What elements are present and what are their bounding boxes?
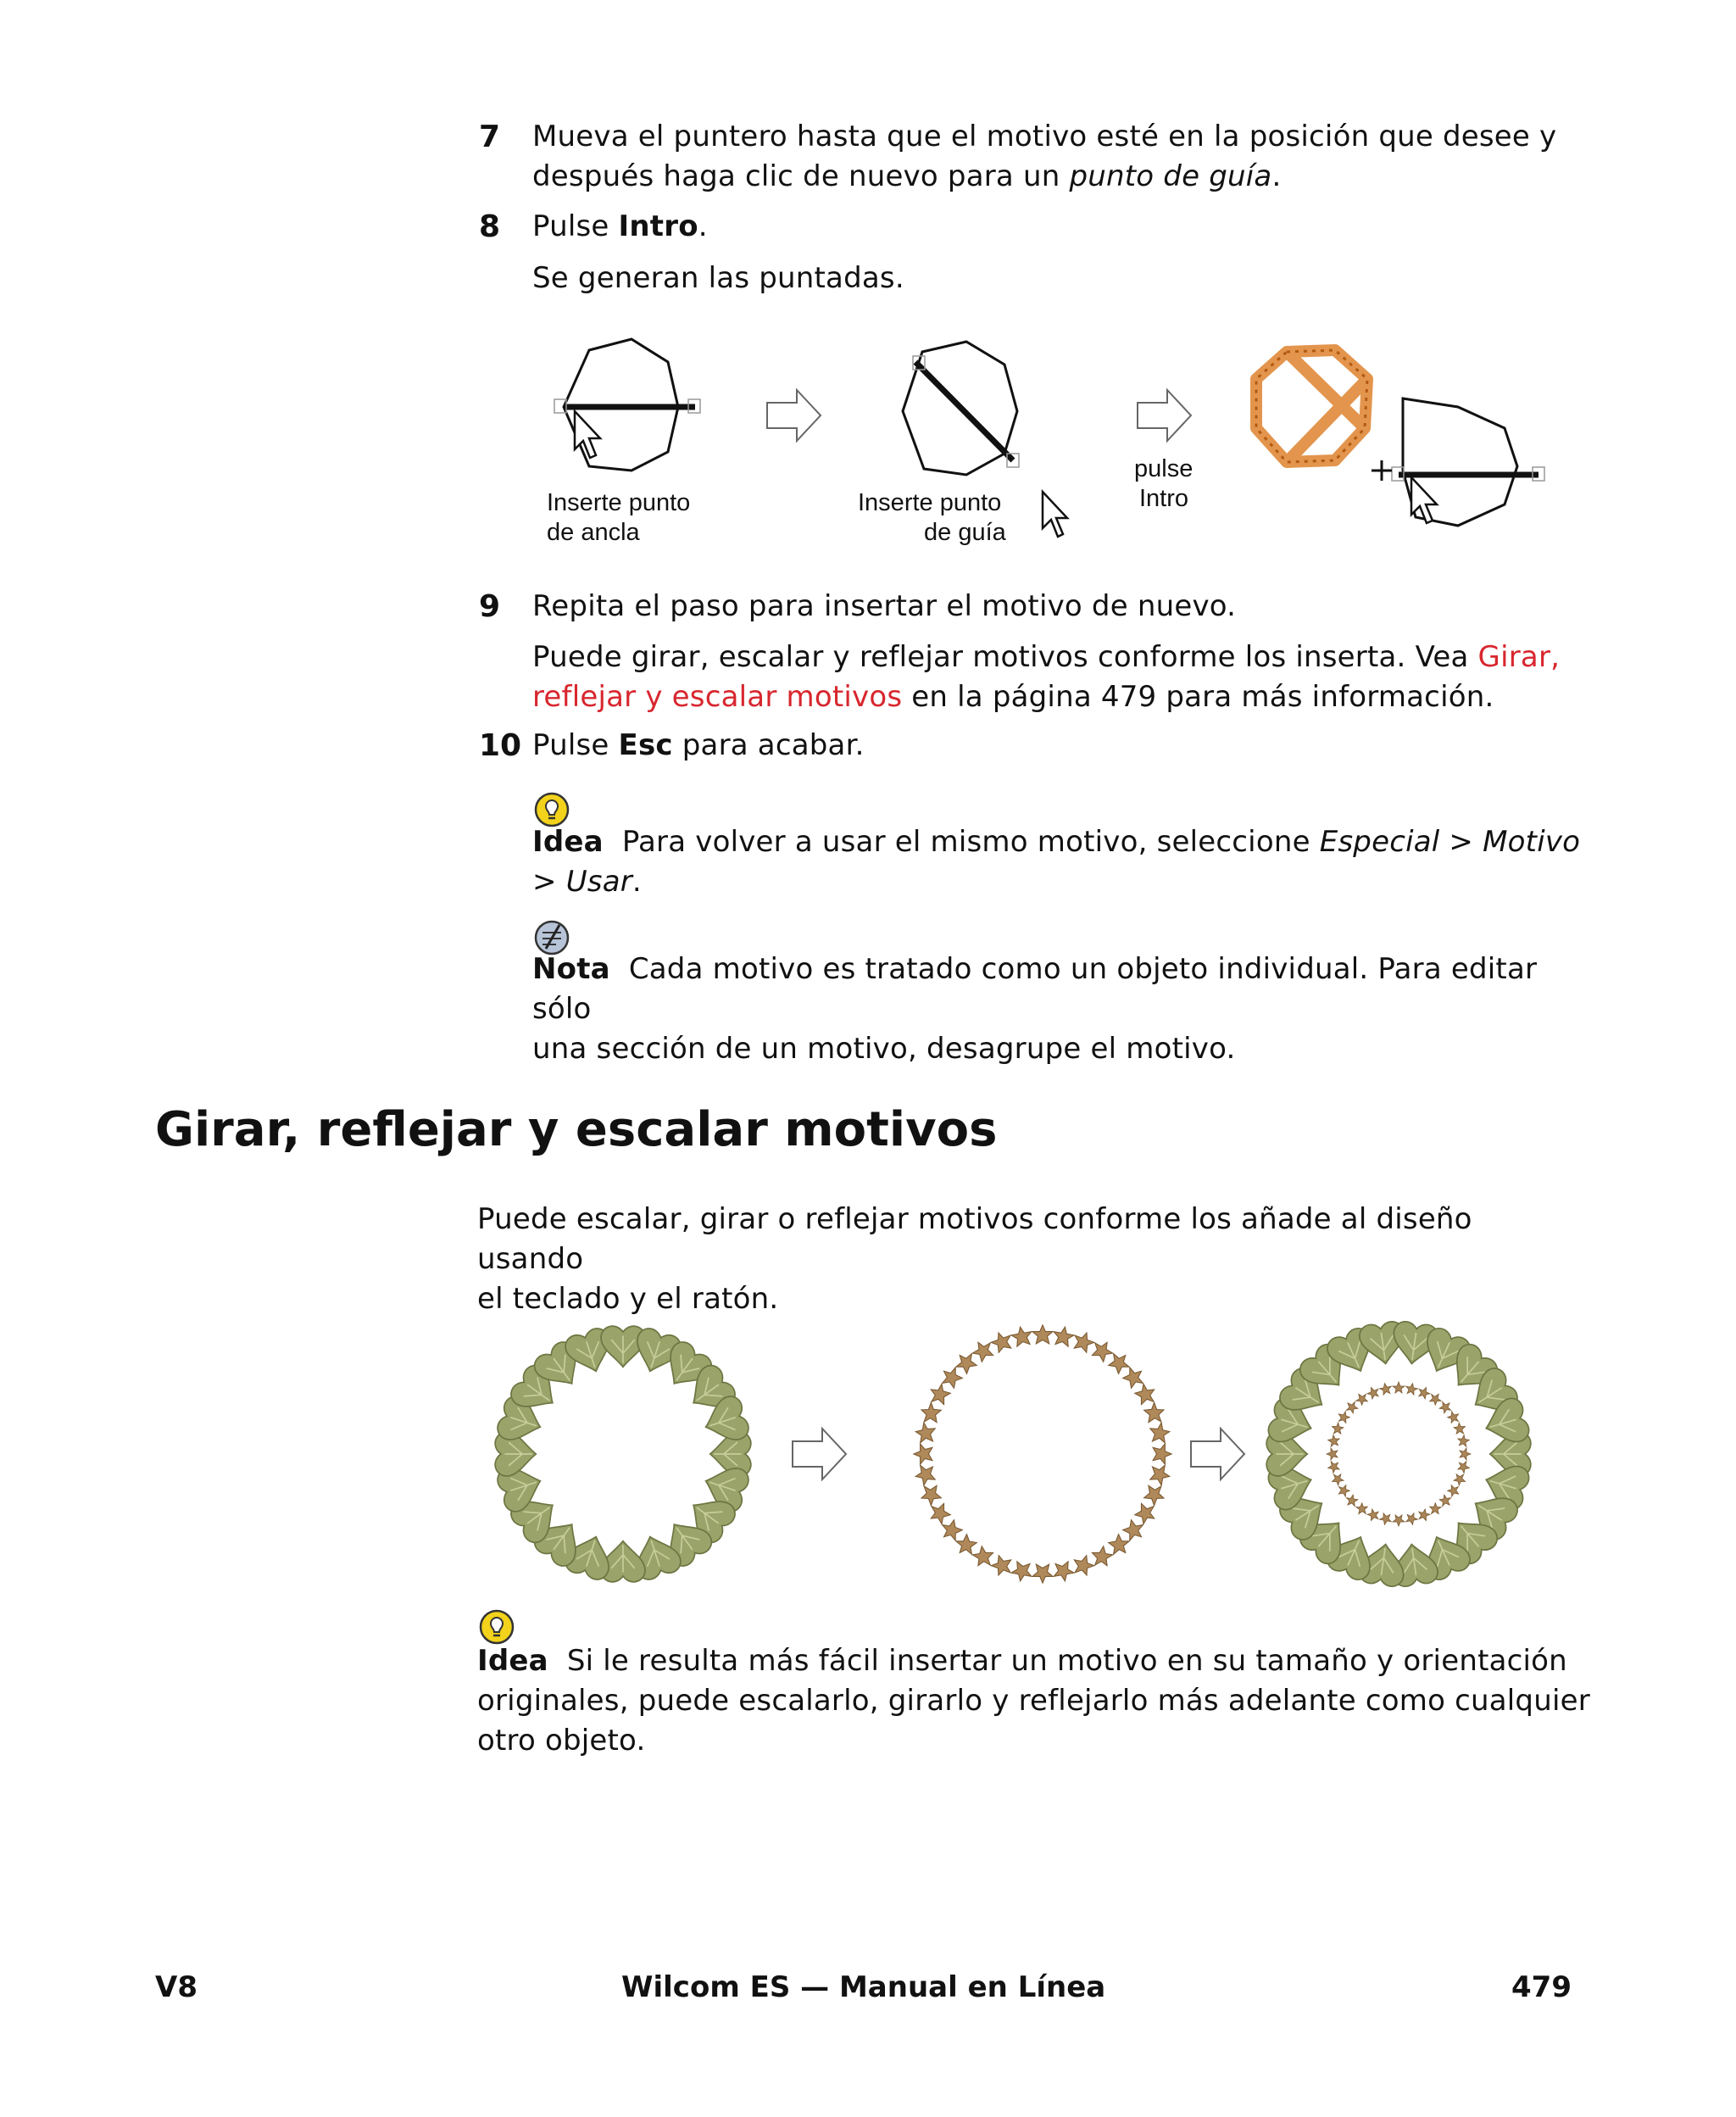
section-intro-a: Puede escalar, girar o reflejar motivos conforme los añade al diseño usando	[477, 1202, 1472, 1276]
link-rotate-motifs[interactable]: Girar,	[1477, 640, 1561, 674]
menu-path-use: Usar	[565, 865, 632, 899]
lightbulb-icon	[479, 1609, 515, 1645]
motif-unit	[1379, 1382, 1393, 1395]
step-9-detail-a: Puede girar, escalar y reflejar motivos conforme los inserta. Vea	[532, 640, 1478, 674]
note-1	[532, 950, 1605, 1069]
note-1-text-b: una sección de un motivo, desagrupe el motivo.	[532, 1032, 1236, 1066]
star-ring-motif	[914, 1325, 1171, 1583]
cursor-icon	[1043, 492, 1067, 537]
footer-title: Wilcom ES — Manual en Línea	[621, 1970, 1106, 2004]
tip-1	[532, 822, 1605, 902]
motif-unit	[1393, 1515, 1405, 1526]
motif-unit	[926, 1501, 952, 1528]
arrow-right-icon	[1191, 1429, 1244, 1479]
figure-label-anchor-2: de ancla	[547, 519, 640, 546]
figure-label-anchor: Inserte punto	[547, 489, 691, 516]
note-1-text-a: Cada motivo es tratado como un objeto individual. Para editar sólo	[532, 952, 1538, 1026]
motif-unit	[914, 1463, 936, 1487]
crosshair-icon	[1372, 460, 1392, 481]
step-7-end: .	[1271, 159, 1282, 193]
motif-unit	[969, 1545, 996, 1571]
motif-unit	[1366, 1385, 1381, 1400]
motif-unit	[1143, 1482, 1167, 1507]
figure-label-guide: Inserte punto	[858, 489, 1002, 516]
step-8-prefix: Pulse	[532, 209, 619, 243]
motif-unit	[1446, 1483, 1462, 1499]
key-intro: Intro	[618, 209, 698, 243]
step-7-text	[532, 117, 1592, 197]
motif-unit	[918, 1482, 943, 1507]
motif-unit	[989, 1554, 1015, 1579]
step-9-detail	[532, 638, 1600, 717]
motif-unit	[1416, 1508, 1432, 1523]
arrow-right-icon	[793, 1429, 846, 1479]
section-intro-b: el teclado y el ratón.	[477, 1282, 779, 1316]
step-10-text	[532, 726, 865, 766]
motif-unit	[1335, 1409, 1351, 1425]
motif-unit	[1143, 1401, 1167, 1426]
tip-2-text-a: Si le resulta más fácil insertar un motivo en su tamaño y orientación	[566, 1644, 1567, 1678]
motif-unit	[1354, 1390, 1370, 1407]
figure-motif-rings	[483, 1306, 1551, 1602]
tip-label: Idea	[532, 825, 604, 859]
step-number: 8	[479, 209, 501, 244]
step-7-line-b: después haga clic de nuevo para un	[532, 159, 1070, 193]
figure-label-enter-2: Intro	[1139, 485, 1189, 512]
motif-unit	[1327, 1460, 1339, 1474]
menu-separator: >	[1439, 825, 1483, 859]
step-7-term: punto de guía	[1069, 159, 1272, 193]
guide-line	[915, 362, 1013, 460]
motif-unit	[1453, 1472, 1467, 1487]
motif-unit	[1149, 1463, 1171, 1487]
heart-ring-motif	[495, 1326, 752, 1583]
tip-1-end: .	[632, 865, 642, 899]
step-10-end: para acabar.	[672, 728, 865, 762]
step-8-result: Se generan las puntadas.	[532, 261, 904, 295]
motif-unit	[1460, 1448, 1471, 1460]
motif-unit	[918, 1401, 943, 1426]
motif-unit	[914, 1444, 932, 1464]
step-number: 7	[479, 120, 501, 154]
motif-unit	[1327, 1435, 1339, 1448]
motif-unit	[1149, 1422, 1171, 1446]
motif-unit	[1071, 1329, 1096, 1354]
motif-unit	[1335, 1483, 1351, 1499]
tip-2	[477, 1641, 1596, 1761]
motif-unit	[1457, 1435, 1470, 1448]
motif-unit	[1427, 1501, 1444, 1518]
motif-unit	[1089, 1337, 1116, 1363]
motif-unit	[1153, 1444, 1171, 1464]
motif-unit	[1052, 1561, 1076, 1583]
motif-unit	[1405, 1382, 1418, 1395]
motif-unit	[1330, 1421, 1344, 1436]
heart-ring-motif-outer	[1266, 1320, 1532, 1588]
step-9-text: Repita el paso para insertar el motivo de nuevo.	[532, 589, 1237, 623]
arrow-right-icon	[1138, 390, 1191, 441]
motif-unit	[1010, 1325, 1034, 1347]
tip-1-text: Para volver a usar el mismo motivo, seleccione	[621, 825, 1320, 859]
tip-label: Idea	[477, 1644, 548, 1678]
section-intro	[477, 1200, 1579, 1319]
step-8-end: .	[698, 209, 708, 243]
link-rotate-motifs-2[interactable]: reflejar y escalar motivos	[532, 680, 903, 714]
page-number: 479	[1511, 1970, 1572, 2004]
motif-unit	[1427, 1390, 1444, 1407]
cursor-icon	[575, 411, 600, 458]
motif-unit	[1453, 1421, 1467, 1436]
motif-unit	[1071, 1554, 1096, 1579]
step-7-line-a: Mueva el puntero hasta que el motivo esté en la posición que desee y	[532, 120, 1557, 153]
tip-2-text-b: originales, puede escalarlo, girarlo y reflejarlo más adelante como cualquier	[477, 1684, 1590, 1718]
step-9-detail-b: en la página 479 para más información.	[902, 680, 1494, 714]
footer-version: V8	[155, 1970, 198, 2004]
step-8-text	[532, 207, 708, 247]
motif-unit	[1393, 1382, 1405, 1393]
motif-unit	[1379, 1513, 1393, 1525]
figure-label-guide-2: de guía	[924, 519, 1006, 546]
motif-unit	[1032, 1564, 1053, 1583]
motif-unit	[1354, 1501, 1370, 1518]
motif-unit	[1457, 1460, 1470, 1474]
menu-path-special: Especial	[1319, 825, 1440, 859]
figure-label-enter: pulse	[1134, 455, 1194, 482]
motif-unit	[926, 1380, 952, 1407]
step-10-prefix: Pulse	[532, 728, 619, 762]
motif-unit	[1405, 1513, 1418, 1525]
star-ring-motif-inner	[1327, 1382, 1471, 1526]
motif-unit	[1446, 1409, 1462, 1425]
arrow-right-icon	[767, 390, 821, 441]
motif-unit	[1032, 1325, 1053, 1344]
note-label: Nota	[532, 952, 610, 986]
section-title: Girar, reflejar y escalar motivos	[155, 1102, 998, 1157]
motif-unit	[1133, 1501, 1160, 1528]
menu-separator: >	[532, 865, 566, 899]
motif-unit	[969, 1337, 996, 1363]
motif-unit	[1416, 1385, 1432, 1400]
motif-unit	[989, 1329, 1015, 1354]
motif-unit	[1366, 1508, 1381, 1523]
motif-unit	[1330, 1472, 1344, 1487]
step-number: 10	[479, 728, 522, 763]
motif-unit	[1010, 1561, 1034, 1583]
motif-unit	[1133, 1380, 1160, 1407]
tip-2-text-c: otro objeto.	[477, 1724, 646, 1758]
key-esc: Esc	[618, 728, 673, 762]
motif-unit	[1052, 1325, 1076, 1347]
figure-motif-insertion	[542, 326, 1560, 555]
motif-unit	[914, 1422, 936, 1446]
motif-unit	[1327, 1448, 1338, 1460]
step-number: 9	[479, 589, 501, 624]
menu-path-motif: Motivo	[1483, 825, 1581, 859]
motif-unit	[1089, 1545, 1116, 1571]
